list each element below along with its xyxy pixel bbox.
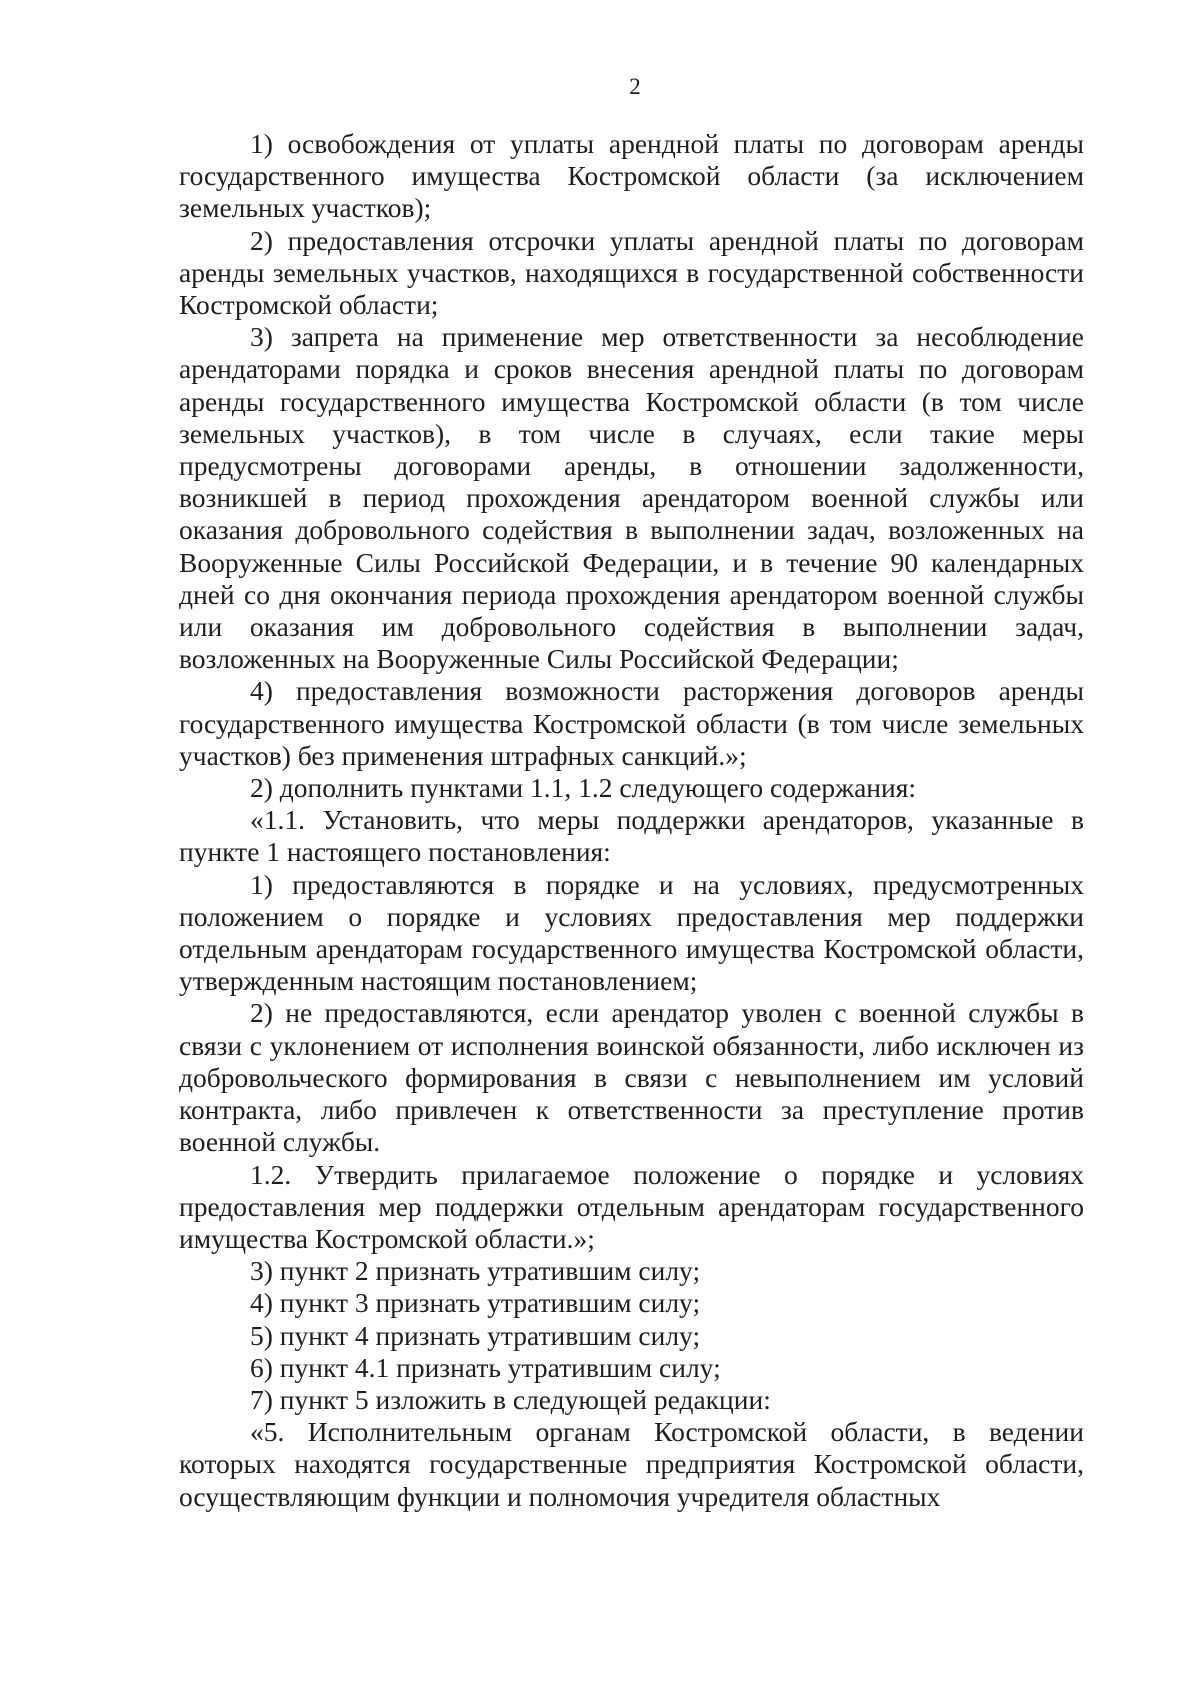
paragraph-7: 1) предоставляются в порядке и на условиях, предусмотренных положением о порядке и условиях предоставления мер поддержки отдельным арендаторам государственного имущества Костромской области, утвержденным настоящим постановлением;	[179, 868, 1084, 997]
paragraph-13: 6) пункт 4.1 признать утратившим силу;	[250, 1351, 721, 1383]
paragraph-11: 4) пункт 3 признать утратившим силу;	[250, 1287, 701, 1319]
paragraph-5: 2) дополнить пунктами 1.1, 1.2 следующего содержания:	[250, 772, 917, 804]
paragraph-9: 1.2. Утвердить прилагаемое положение о порядке и условиях предоставления мер поддержки отдельным арендаторам государственного имущества Костромской области.»;	[179, 1158, 1084, 1254]
paragraph-10: 3) пункт 2 признать утратившим силу;	[250, 1255, 701, 1287]
paragraph-1: 1) освобождения от уплаты арендной платы по договорам аренды государственного имущества Костромской области (за исключением земельных участков);	[179, 128, 1084, 224]
document-body	[179, 128, 1084, 1513]
paragraph-4: 4) предоставления возможности расторжения договоров аренды государственного имущества Костромской области (в том числе земельных участков) без применения штрафных санкций.»;	[179, 675, 1084, 771]
paragraph-3: 3) запрета на применение мер ответственности за несоблюдение арендаторами порядка и сроков внесения арендной платы по договорам аренды государственного имущества Костромской области (в том числе земельных участков), в том числе в случаях, если такие меры предусмотрены договорами аренды, в отношении задолженности, возникшей в период прохождения арендатором военной службы или оказания добровольного содействия в выполнении задач, возложенных на Вооруженные Силы Российской Федерации, и в течение 90 календарных дней со дня окончания периода прохождения арендатором военной службы или оказания им добровольного содействия в выполнении задач, возложенных на Вооруженные Силы Российской Федерации;	[179, 321, 1084, 675]
paragraph-8: 2) не предоставляются, если арендатор уволен с военной службы в связи с уклонением от исполнения воинской обязанности, либо исключен из добровольческого формирования в связи с невыполнением им условий контракта, либо привлечен к ответственности за преступление против военной службы.	[179, 997, 1084, 1158]
page-number: 2	[629, 74, 641, 99]
paragraph-14: 7) пункт 5 изложить в следующей редакции:	[250, 1383, 771, 1415]
paragraph-2: 2) предоставления отсрочки уплаты арендной платы по договорам аренды земельных участков, находящихся в государственной собственности Костромской области;	[179, 224, 1084, 321]
paragraph-12: 5) пункт 4 признать утратившим силу;	[250, 1319, 701, 1351]
paragraph-6: «1.1. Установить, что меры поддержки арендаторов, указанные в пункте 1 настоящего постановления:	[179, 804, 1084, 868]
paragraph-15: «5. Исполнительным органам Костромской области, в ведении которых находятся государственные предприятия Костромской области, осуществляющим функции и полномочия учредителя областных	[179, 1416, 1084, 1512]
